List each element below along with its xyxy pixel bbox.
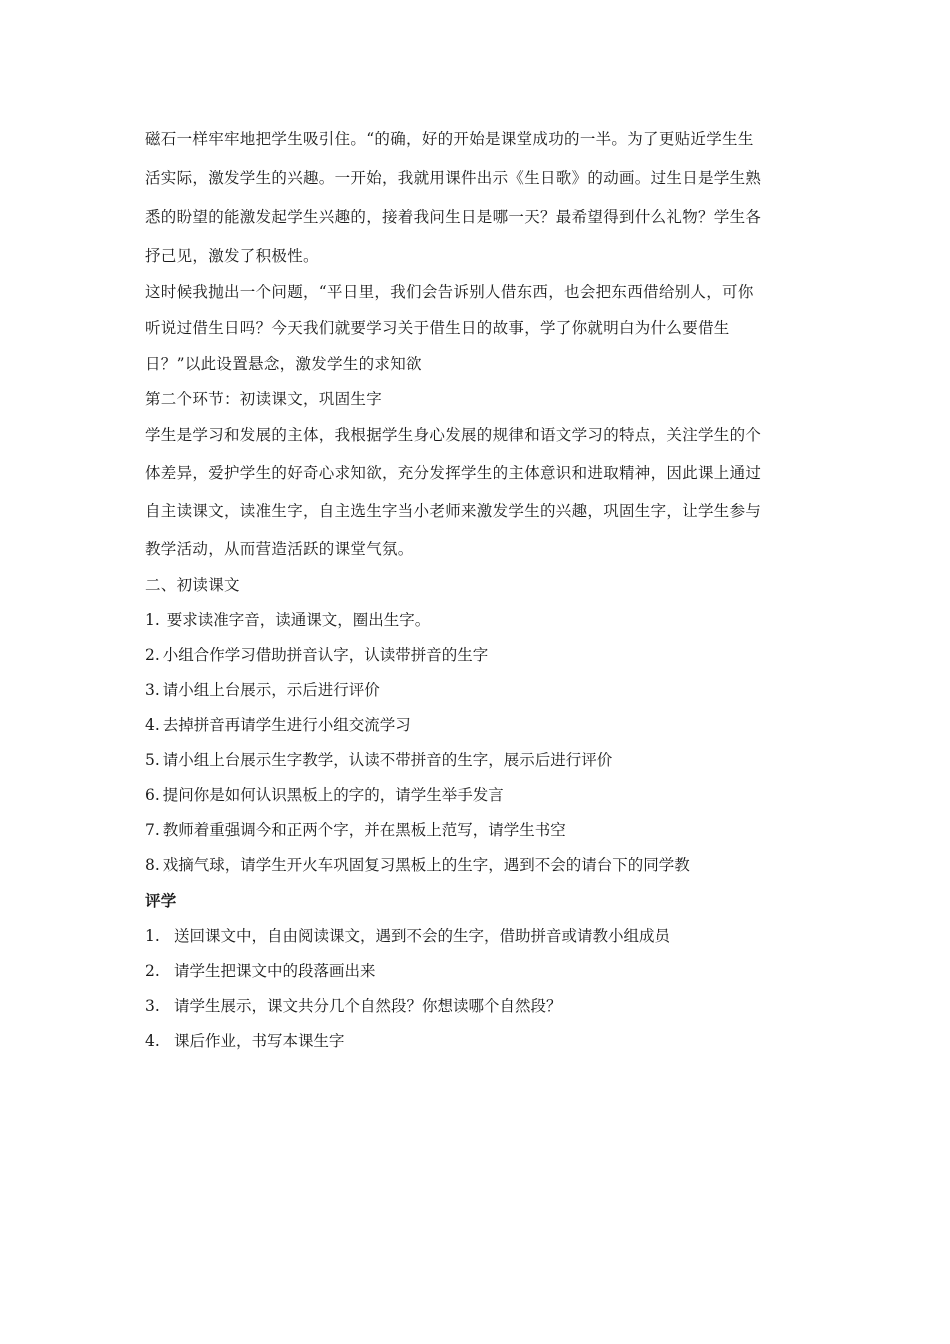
item-text: 送回课文中，自由阅读课文，遇到不会的生字，借助拼音或请教小组成员 — [174, 927, 671, 945]
item-text: 教师着重强调今和正两个字，并在黑板上范写，请学生书空 — [162, 821, 566, 839]
subsection-title: 二、初读课文 — [145, 576, 240, 594]
text-line: 学生是学习和发展的主体，我根据学生身心发展的规律和语文学习的特点，关注学生的个 — [145, 426, 762, 444]
list-item — [145, 708, 805, 743]
item-text: 要求读准字音，读通课文，圈出生字。 — [166, 611, 431, 629]
item-text: 请小组上台展示，示后进行评价 — [162, 681, 380, 699]
item-number: 1. — [145, 927, 160, 945]
item-text: 去掉拼音再请学生进行小组交流学习 — [162, 716, 411, 734]
list-item — [145, 603, 805, 638]
steps-list — [145, 603, 805, 883]
item-text: 戏摘气球，请学生开火车巩固复习黑板上的生字，遇到不会的请台下的同学教 — [162, 856, 690, 874]
evaluation-list — [145, 919, 805, 1059]
text-line: 抒己见，激发了积极性。 — [145, 247, 319, 265]
item-number: 1. — [145, 611, 160, 629]
section-title: 第二个环节：初读课文，巩固生字 — [145, 390, 383, 408]
list-item — [145, 1024, 805, 1059]
text-line: 活实际，激发学生的兴趣。一开始，我就用课件出示《生日歌》的动画。过生日是学生熟 — [145, 169, 762, 187]
text-line: 磁石一样牢牢地把学生吸引住。“的确，好的开始是课堂成功的一半。为了更贴近学生生 — [145, 130, 754, 148]
item-number: 4. — [145, 716, 160, 734]
text-line: 听说过借生日吗？今天我们就要学习关于借生日的故事，学了你就明白为什么要借生 — [145, 319, 730, 337]
item-text: 请小组上台展示生字教学，认读不带拼音的生字，展示后进行评价 — [162, 751, 613, 769]
item-number: 2. — [145, 962, 160, 980]
item-text: 小组合作学习借助拼音认字，认读带拼音的生字 — [162, 646, 489, 664]
list-item — [145, 673, 805, 708]
list-item — [145, 848, 805, 883]
item-number: 6. — [145, 786, 160, 804]
text-line: 这时候我抛出一个问题，“平日里，我们会告诉别人借东西，也会把东西借给别人，可你 — [145, 283, 754, 301]
item-number: 2. — [145, 646, 160, 664]
item-text: 提问你是如何认识黑板上的字的，请学生举手发言 — [162, 786, 504, 804]
list-item — [145, 638, 805, 673]
item-text: 课后作业，书写本课生字 — [174, 1032, 345, 1050]
item-number: 3. — [145, 997, 160, 1015]
item-number: 4. — [145, 1032, 160, 1050]
list-item — [145, 813, 805, 848]
text-line: 教学活动，从而营造活跃的课堂气氛。 — [145, 540, 414, 558]
text-line: 自主读课文，读准生字，自主选生字当小老师来激发学生的兴趣，巩固生字，让学生参与 — [145, 502, 762, 520]
paragraph-rationale — [145, 417, 805, 567]
item-number: 5. — [145, 751, 160, 769]
text-line: 悉的盼望的能激发起学生兴趣的，接着我问生日是哪一天？最希望得到什么礼物？学生各 — [145, 208, 762, 226]
text-line: 日？”以此设置悬念，激发学生的求知欲 — [145, 355, 422, 373]
paragraph-intro — [145, 121, 805, 274]
list-item — [145, 989, 805, 1024]
item-number: 7. — [145, 821, 160, 839]
list-item — [145, 743, 805, 778]
list-item — [145, 954, 805, 989]
text-line: 体差异，爱护学生的好奇心求知欲，充分发挥学生的主体意识和进取精神，因此课上通过 — [145, 464, 762, 482]
paragraph-question — [145, 274, 805, 382]
list-item — [145, 778, 805, 813]
item-number: 8. — [145, 856, 160, 874]
item-text: 请学生展示，课文共分几个自然段？你想读哪个自然段？ — [174, 997, 562, 1015]
document-body — [145, 121, 805, 1059]
list-item — [145, 919, 805, 954]
evaluation-title: 评学 — [145, 891, 177, 910]
item-number: 3. — [145, 681, 160, 699]
item-text: 请学生把课文中的段落画出来 — [174, 962, 376, 980]
